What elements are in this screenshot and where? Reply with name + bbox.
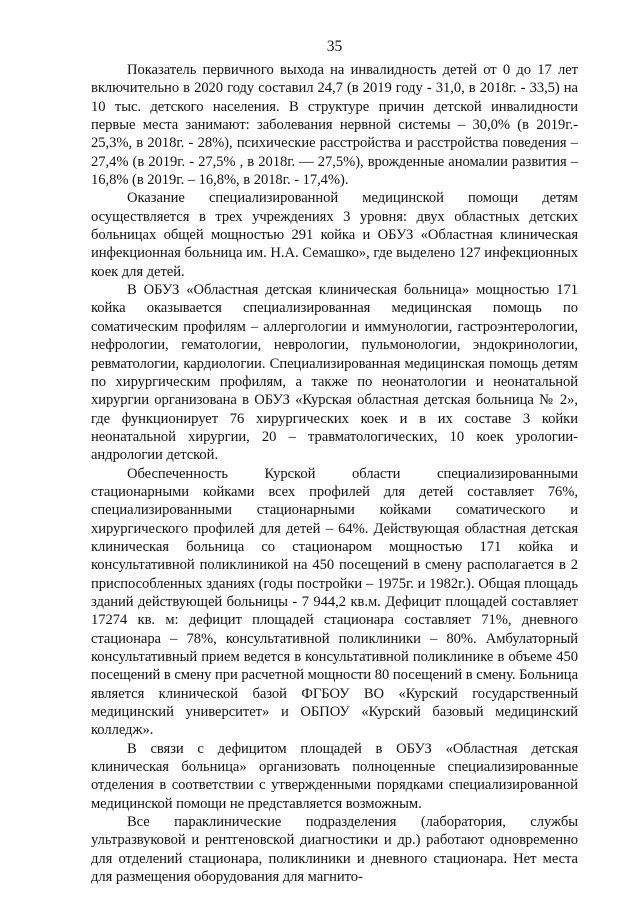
paragraph-regional-childrens-hospital-profiles: В ОБУЗ «Областная детская клиническая больница» мощностью 171 койка оказывается специализированная медицинская помощь по соматическим профилям – аллергологии и иммунологии, гастроэнтерологии, нефрологии, гематологии, неврологии, пульмонологии, эндокринологии, ревматологии, кардиологии. Специализированная медицинская помощь детям по хирургическим профилям, а также по неонатологии и неонатальной хирургии организована в ОБУЗ «Курская областная детская больница № 2», где функционирует 76 хирургических коек и в их составе 3 койки неонатальной хирургии, 20 – травматологических, 10 коек урологии-андрологии детской. xyxy=(91,282,578,464)
page-number: 35 xyxy=(326,38,343,55)
paragraph-department-limitations: В связи с дефицитом площадей в ОБУЗ «Областная детская клиническая больница» организовать полноценные специализированные отделения в соответствии с утвержденными порядками специализированной медицинской помощи не представляется возможным. xyxy=(91,740,578,812)
paragraph-disability-statistics: Показатель первичного выхода на инвалидность детей от 0 до 17 лет включительно в 2020 году составил 24,7 (в 2019 году - 31,0, в 2018г. - 33,5) на 10 тыс. детского населения. В структуре причин детской инвалидности первые места занимают: заболевания нервной системы – 30,0% (в 2019г.- 25,3%, в 2018г. - 28%), психические расстройства и расстройства поведения – 27,4% (в 2019г. - 27,5% , в 2018г. — 27,5%), врожденные аномалии развития – 16,8% (в 2019г. – 16,8%, в 2018г. - 17,4%). xyxy=(91,62,578,189)
paragraph-specialized-care-institutions: Оказание специализированной медицинской помощи детям осуществляется в трех учреждениях 3 уровня: двух областных детских больницах общей мощностью 291 койка и ОБУЗ «Областная клиническая инфекционная больница им. Н.А. Семашко», где выделено 127 инфекционных коек для детей. xyxy=(91,190,578,280)
document-page xyxy=(91,38,578,886)
paragraph-paraclinical-units: Все параклинические подразделения (лаборатория, службы ультразвуковой и рентгеновской диагностики и др.) работают одновременно для отделений стационара, поликлиники и дневного стационара. Нет места для размещения оборудования для магнито- xyxy=(91,814,578,886)
paragraph-bed-provision-and-space-deficit: Обеспеченность Курской области специализированными стационарными койками всех профилей для детей составляет 76%, специализированными стационарными койками соматического и хирургического профилей для детей – 64%. Действующая областная детская клиническая больница со стационаром мощностью 171 койка и консультативной поликлиникой на 450 посещений в смену располагается в 2 приспособленных зданиях (годы постройки – 1975г. и 1982г.). Общая площадь зданий действующей больницы - 7 944,2 кв.м. Дефицит площадей составляет 17274 кв. м: дефицит площадей стационара составляет 71%, дневного стационара – 78%, консультативной поликлиники – 80%. Амбулаторный консультативный прием ведется в консультативной поликлинике в объеме 450 посещений в смену при расчетной мощности 80 посещений в смену. Больница является клинической базой ФГБОУ ВО «Курский государственный медицинский университет» и ОБПОУ «Курский базовый медицинский колледж». xyxy=(91,465,578,739)
